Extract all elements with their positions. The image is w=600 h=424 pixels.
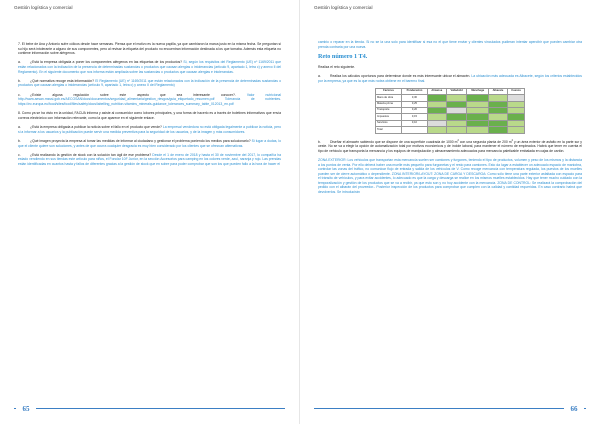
table-cell [467,127,489,133]
question-c [18,93,281,107]
question-b [318,139,582,154]
row-label: Materia prima [376,101,402,107]
question-8b [18,139,281,148]
col-header: Manchega [467,88,489,94]
weight-cell: 0,15 [402,114,428,120]
weight-cell: 0,30 [402,95,428,101]
answer-text: Sí lugar a dudas, lo que el cliente quiere son soluciones, y antes de que ocurra cualquier desgracia es muy bien considerado por los clientes que se ofrezcan alternativas. [18,138,281,148]
table-cell [446,127,467,133]
footer-rule [14,408,285,409]
question-8a [18,125,281,134]
answer-text: Desde el 1 de enero de 2018 y hasta el 30 de noviembre del 2017, lo compañía ha estado vendiendo en sus tiendas este artículo para niños, el Fonclar 10F Junior, en la sección Accesorios para camping en los colores verde, azul, naranja y rojo. Las prendas están identificadas en cuantos hasta y fallos de diferentes gracias a la gestión de stock que en sobre para poder comprobar que son los que pueden fallo a la hora de hacer el [18,152,281,166]
weight-cell: 0,10 [402,120,428,126]
location-table [375,88,525,134]
page-footer [14,404,285,414]
question-text: ¿Está la empresa obligada a publicar la noticia sobre el fallo en el producto que vende? [30,125,162,130]
page-number: 66 [564,404,584,413]
page-header [14,0,285,14]
answer-text: La empresa/ vendedora no está obligada legalmente a publicar la noticia, pero si a informar a los usuarios y la publicación puede servir una medida preventiva para la seguridad de los usuarios, y de la imagen y más consumidores. [18,125,281,134]
header-title: Gestión logística y comercial [14,4,73,10]
zones-answer: ZONA EXTERIOR: Los vehículos que transportan esta mercancía suelen ser camiones y furgones, teniendo el tipo de productos, volumen y peso de los mismos y la distancia a los puntos de venta. Por ello deberá haber una muelle más pequeño para furgonetas y el resto para camiones. Esto da lugar a establecer un adecuado espacio de maniobra, controlar las zonas del tráfico, no comunicar flujo de entrada y salida de los vehículos de V. Como recoge mercancía con temperatura regulada, los puestos de los muelles pueden ser de cierre automático o dependiente. ZONA INTERIOR/LAYOUT: ZONA DE CARGA Y DESCARGA: Como sólo tiene una parte exterior asfaltada con espacio para el tránsito de vehículos, y para evitar accidentes, lo adecuado es que la carga y descarga se realice en los mismos muelles establecidos. Hay que tener mucho cuidado con la temporalización y gestión de los productos que se va a recibir, ya que esto son y no hoy accidente con la mercancía. ZONA DE CONTROL: Se realizará la comprobación del pedido con el albarán del proveedor.- Posterior inspección de los productos para comprobar que cumplen con la calidad y cantidad requeridas. En caso contrario habrá que devolverlos. Se introducirán [318,158,582,194]
table-cell [489,127,508,133]
section-title: Reto número 1 T4. [318,53,368,61]
answer-text: Sí, según los requisitos del Reglamento (UE) nº 1169/2011 que están relacionados con la indicación de la presencia de determinadas sustancias o productos que causan alergias o intolerancias (artículo 9, apartado 1, letra c) y anexo II del Reglamento). En el siguiente documento que nos informa están ampliada sobre las sustancias o productos que causan alergias e intolerancias. [18,60,281,74]
question-label: b. [18,78,21,83]
row-label: Total [376,127,402,133]
exercise-7: 7. El bebe de Ana y Antonio sufre cólicos desde hace semanas. Piensa que el motivo es la nueva papilla, ya que cambiaron la marca justo en la misma fecha. Se preguntan si su hijo será intolerante a alguno de sus componentes, pero al revisar la etiqueta del producto no encuentran información destinada a los que tomaba. Además esta etiqueta no contiene información sobre alérgenos. [18,42,281,56]
row-label: Servicios [376,120,402,126]
col-header: Ponderación [402,88,428,94]
question-label: b. [318,139,321,144]
page-footer [314,404,586,414]
page-body [318,40,582,398]
question-text: ¿Existe alguna regulación sobre este aspecto que sea interesante conocer?. [30,92,236,97]
col-header: Factores [376,88,402,94]
question-text: ¿Está realizando la gestión de stock con la solución tan ágil de ese problema? [30,152,152,157]
question-8c [18,153,281,167]
question-label: c. [18,92,21,97]
answer-links[interactable]: Valor nutricional http://www.aesan.msssi.gob.es/AECOSAN/docs/documentos/seguridad_alimentaria/gestion_riesgos/guia_etiquetado_resumen.pdf Tolerancia de nutrientes. https://ec.europa.eu/food/sites/food/files/safety/docs/labelling_nutrition-vitamins_minerals-guidance_tolerances_summary_table_012013_en.pdf [18,92,281,106]
question-b [18,79,281,88]
weight-cell: 0,20 [402,108,428,114]
page-body [18,42,281,398]
table-row [376,127,525,133]
weight-cell [402,127,428,133]
header-title: Gestión logística y comercial [314,4,373,10]
question-label: a. [18,125,21,130]
answer-text: La ubicación más adecuada es Albacete, según los criterios establecidos por la empresa, ya que es la que más rodea obtiene en el baremo final. [318,73,582,83]
intro-text: Realiza el reto siguiente. [318,64,356,69]
question-text: ¿Qué imagen proyecta la empresa al tomar las medidas de informar al ciudadano y gestionar el problema poniendo los medios para solucionarlo? [30,138,251,143]
question-text: con una segunda planta de 200 m [458,139,512,144]
row-label: Mano de obra [376,95,402,101]
superscript: 2 [511,138,513,142]
col-header: Cuenca [507,88,524,94]
question-text: ¿Está la empresa obligada a poner los componentes alérgenos en las etiquetas de los productos? [30,60,183,65]
weight-cell: 0,25 [402,101,428,107]
exercise-8: 8. Como ya se ha visto en la unidad, FACUA informa y asiste al consumidor como lobores principales, y una forma de hacerlo es a través de boletines informativos que envía correos electrónico con información relevante, como la que aparece en el siguiente enlace. [18,111,281,120]
question-a [318,74,582,83]
question-label: a. [18,60,21,65]
question-label: c. [18,152,21,157]
question-label: b. [18,138,21,143]
answer-text: El Reglamento (UE) nº 1169/2011 que están relacionados con la indicación de la presencia de determinadas sustancias o productos que causan alergias o intolerancias (artículo 9, apartado 1, letra c) y anexo II del Reglamento) [18,78,281,88]
question-text: ¿Qué normativa recoge esta información? [30,78,95,83]
col-header: Albacete [489,88,508,94]
question-text: y un área exterior de asfalto en la parte sur y oeste. No se va a elegir la opción de automatización total por motivos económicos y de índole laboral, para mantener el número de empleados. Habrá que tener en cuenta el tipo de vehículo que transporta la mercancía y los equipos de manipulación y almacenamiento adecuados para mercancía paletizable embalada en cajas de cartón. [318,139,582,153]
question-text: Realiza los cálculos oportunos para determinar donde es más interesante ubicar el almacén. [330,73,471,78]
superscript: 2 [457,138,459,142]
question-label: a. [318,73,321,78]
row-label: Transporte [376,108,402,114]
question-text: Diseñar el almacén sabiendo que se dispone de una superficie cuadrada de 1000 m [330,139,458,144]
col-header: Valladolid [446,88,467,94]
table-cell [427,127,446,133]
col-header: Almansa [427,88,446,94]
row-label: Impuestos [376,114,402,120]
question-a [18,60,281,74]
page-header [314,0,586,14]
page-right [300,0,600,424]
footer-rule [314,408,586,409]
continued-answer: cambio o reparar en la tienda. Si no se la una solo para identificar si esa no el que tiene enviar y clientes vinculados pudieran intentar apercibir que pueden cambiar otra prenda contraria por una nueva. [318,40,582,49]
page-number: 65 [16,404,36,413]
table-cell [507,127,524,133]
